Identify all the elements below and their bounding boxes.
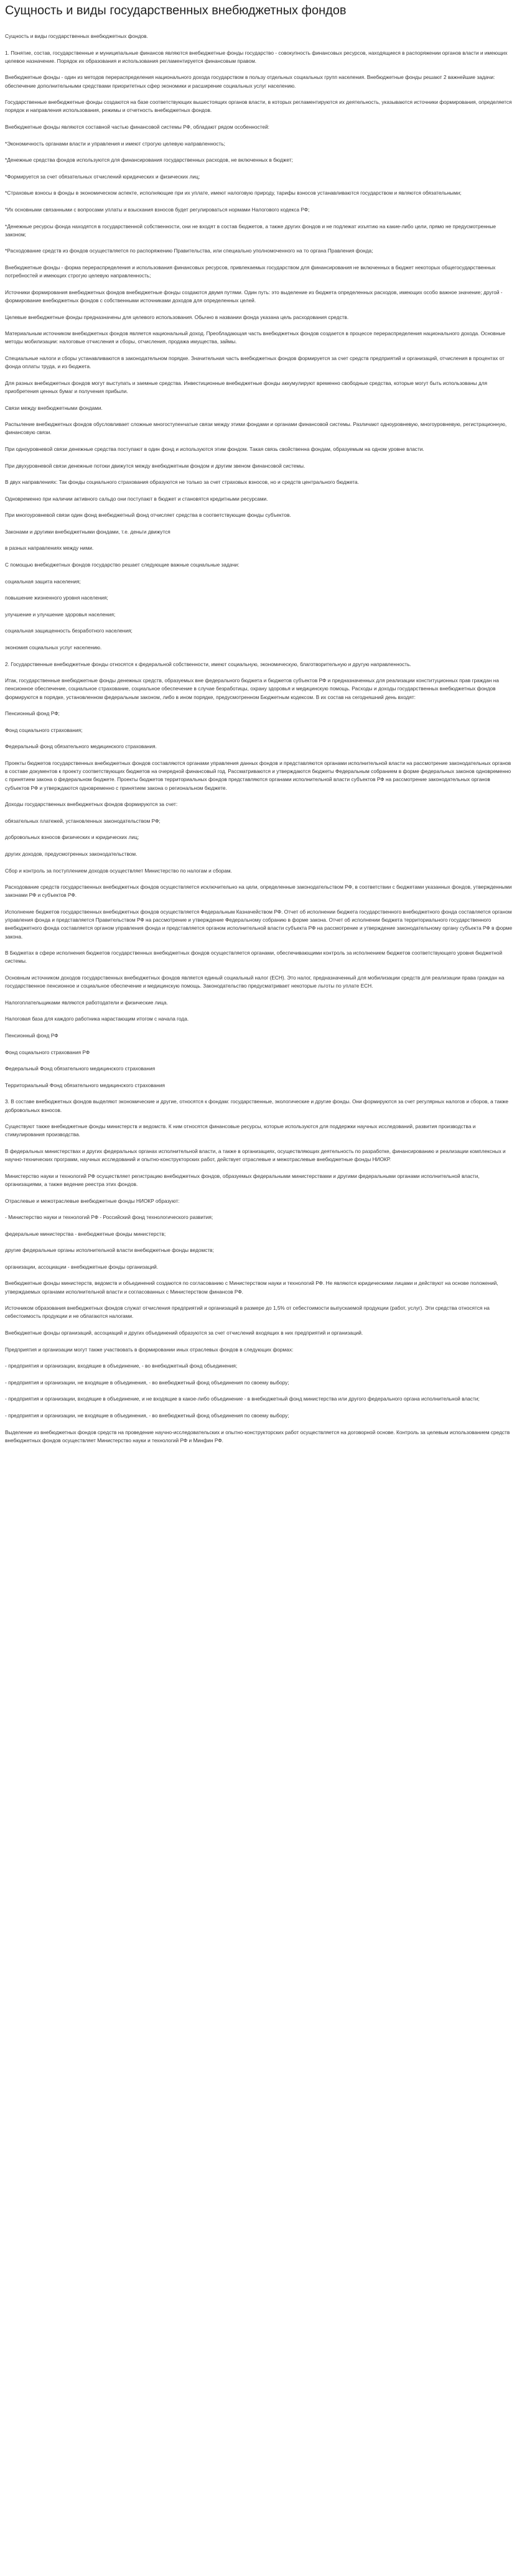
paragraph: - предприятия и организации, входящие в объединение, - во внебюджетный фонд объединения; [5, 1363, 238, 1369]
paragraph: Территориальный Фонд обязательного медицинского страхования [5, 1082, 165, 1088]
paragraph: Пенсионный фонд РФ; [5, 710, 60, 717]
paragraph: Сущность и виды государственных внебюджетных фондов. [5, 33, 148, 39]
paragraph: Законами и другими внебюджетными фондами, т.е. деньги движутся [5, 528, 170, 535]
paragraph: С помощью внебюджетных фондов государство решает следующие важные социальные задачи: [5, 562, 240, 568]
paragraph: Федеральный фонд обязательного медицинского страхования. [5, 743, 157, 750]
paragraph: добровольных взносов физических и юридических лиц; [5, 834, 139, 841]
page-title: Сущность и виды государственных внебюджетных фондов [5, 4, 347, 17]
paragraph: Исполнение бюджетов государственных внебюджетных фондов осуществляется Федеральным Казначейством РФ. Отчет об исполнении бюджета государственного внебюджетного фонда составляется органом управления фонда и представляется Правительством РФ на рассмотрение и утверждение Федеральному собранию в форме закона. Отчет об исполнении бюджета территориального государственного внебюджетного фонда составляется органом управления фонда и представляется органом исполнительной власти субъекта РФ на рассмотрение и утверждение законодательному органу субъекта РФ в форме закона. [5, 908, 513, 940]
paragraph: Пенсионный фонд РФ [5, 1032, 58, 1039]
paragraph: Расходование средств государственных внебюджетных фондов осуществляется исключительно на цели, определенные законодательством РФ, в соответствии с бюджетами указанных фондов, утвержденными законами РФ и субъектов РФ. [5, 884, 512, 899]
paragraph: Источники формирования внебюджетных фондов внебюджетные фонды создаются двумя путями. Один путь: это выделение из бюджета определенных расходов, имеющих особо важное значение; другой - формирование внебюджетных фондов с собственными источниками доходов для определенных целей. [5, 289, 503, 303]
paragraph: *Страховые взносы в фонды в экономическом аспекте, исполняющие при их уплате, имеют налоговую природу, тарифы взносов устанавливаются государством и являются обязательными; [5, 190, 462, 197]
paragraph: Одновременно при наличии активного сальдо они поступают в бюджет и становятся кредитными ресурсами. [5, 495, 268, 502]
paragraph: Проекты бюджетов государственных внебюджетных фондов составляются органами управления данных фондов и представляются органами исполнительной власти на рассмотрение законодательных органов в составе документов к проекту соответствующих бюджетов на очередной финансовый год. Рассматриваются и утверждаются бюджеты Федеральным собранием в форме федеральных законов одновременно с принятием закона о федеральном бюджете. Проекты бюджетов территориальных фондов представляются органами исполнительной власти субъектов РФ на рассмотрение законодательных органов субъектов РФ и утверждаются одновременно с принятием закона о региональном бюджете. [5, 760, 511, 791]
paragraph: Внебюджетные фонды - форма перераспределения и использования финансовых ресурсов, привлекаемых государством для финансирования не включенных в бюджет некоторых общегосударственных потребностей и имеющих строгую целевую направленность; [5, 264, 496, 279]
paragraph: Целевые внебюджетные фонды предназначены для целевого использования. Обычно в названии фонда указана цель расходования средств. [5, 313, 349, 320]
paragraph: Доходы государственных внебюджетных фондов формируются за счет: [5, 801, 178, 808]
paragraph: В двух направлениях: Так фонды социального страхования образуются не только за счет страховых взносов, но и средств центрального бюджета. [5, 479, 359, 486]
paragraph: в разных направлениях между ними. [5, 545, 94, 552]
paragraph: улучшение и улучшение здоровья населения; [5, 611, 116, 618]
paragraph: экономия социальных услуг населению. [5, 644, 102, 651]
paragraph: 1. Понятие, состав, государственные и муниципальные финансов являются внебюджетные фонды государство - совокупность финансовых ресурсов, находящиеся в распоряжении органов власти и имеющих целевое назначение. Порядок их образования и использования регламентируется финансовым правом. [5, 49, 508, 64]
paragraph: обязательных платежей, установленных законодательством РФ; [5, 817, 161, 824]
paragraph: Фонд социального страхования; [5, 726, 83, 733]
paragraph: При двухуровневой связи денежные потоки движутся между внебюджетным фондом и другим звеном финансовой системы. [5, 462, 305, 469]
paragraph: Выделение из внебюджетных фондов средств на проведение научно-исследовательских и опытно-конструкторских работ осуществляется на договорной основе. Контроль за целевым использованием средств внебюджетных фондов осуществляет Министерство науки и технологий РФ и Минфин РФ. [5, 1429, 510, 1443]
paragraph: *Формируется за счет обязательных отчислений юридических и физических лиц; [5, 173, 200, 180]
paragraph: - Министерство науки и технологий РФ - Российский фонд технологического развития; [5, 1214, 213, 1221]
paragraph: Сбор и контроль за поступлением доходов осуществляет Министерство по налогам и сборам. [5, 867, 232, 874]
paragraph: Итак, государственные внебюджетные фонды денежных средств, образуемых вне федерального бюджета и бюджетов субъектов РФ и предназначенных для реализации конституционных прав граждан на пенсионное обеспечение, социальное страхование, социальное обеспечение в случае безработицы, охрану здоровья и медицинскую помощь. Расходы и доходы государственных внебюджетных фондов формируются в порядке, установленном федеральным законом, либо в ином порядке, предусмотренном Бюджетным кодексом. В их состав на сегодняшний день входят: [5, 677, 499, 700]
paragraph: Налогоплательщиками являются работодатели и физические лица. [5, 999, 168, 1006]
paragraph: федеральные министерства - внебюджетные фонды министерств; [5, 1230, 166, 1237]
paragraph: Отраслевые и межотраслевые внебюджетные фонды НИОКР образуют: [5, 1197, 180, 1204]
paragraph: Внебюджетные фонды - один из методов перераспределения национального дохода государством в пользу отдельных социальных групп населения. Внебюджетные фонды решают 2 важнейшие задачи: обеспечение дополнительными средствами приоритетных сфер экономики и расширение социальных услуг населению. [5, 74, 495, 89]
paragraph: Министерство науки и технологий РФ осуществляет регистрацию внебюджетных фондов, образуемых федеральными министерствами и другими федеральными органами исполнительной власти, организациями, а также ведение реестра этих фондов. [5, 1172, 480, 1187]
paragraph: Налоговая база для каждого работника нарастающим итогом с начала года. [5, 1016, 189, 1022]
paragraph: Связи между внебюджетными фондами. [5, 404, 103, 411]
paragraph: 2. Государственные внебюджетные фонды относятся к федеральной собственности, имеют социальную, экономическую, благотворительную и другую направленность. [5, 660, 411, 667]
article-body [5, 32, 514, 2570]
paragraph: - предприятия и организации, не входящие в объединения, - во внебюджетный фонд объединения по своему выбору; [5, 1412, 289, 1419]
paragraph: *Их основными связанными с вопросами уплаты и взыскания взносов будет регулироваться нормами Налогового кодекса РФ; [5, 206, 310, 213]
paragraph: организации, ассоциации - внебюджетные фонды организаций. [5, 1263, 159, 1270]
paragraph: Распыление внебюджетных фондов обусловливает сложные многоступенчатые связи между этими фондами и органами финансовой системы. Различают одноуровневую, многоуровневую, регистрационную, финансовую связи. [5, 421, 507, 436]
paragraph: социальная защищенность безработного населения; [5, 628, 133, 634]
paragraph: Для разных внебюджетных фондов могут выступать и заемные средства. Инвестиционные внебюджетные фонды аккумулируют временно свободные средства, которые могут быть использованы для приобретения ценных бумаг и получения прибыли. [5, 379, 488, 394]
paragraph: *Экономичность органами власти и управления и имеют строгую целевую направленность; [5, 140, 225, 147]
paragraph: Источником образования внебюджетных фондов служат отчисления предприятий и организаций в размере до 1,5% от себестоимости выпускаемой продукции (работ, услуг). Эти средства относятся на себестоимость продукции и не облагаются налогами. [5, 1305, 490, 1320]
paragraph: В Бюджетах в сфере исполнения бюджетов государственных внебюджетных фондов осуществляется органами, обеспечивающими контроль за исполнением бюджетов соответствующего уровня бюджетной системы. [5, 950, 503, 965]
paragraph: повышение жизненного уровня населения; [5, 595, 108, 601]
paragraph: При одноуровневой связи денежные средства поступают в один фонд и используются этим фондом. Такая связь свойственна фондам, образуемым на одном уровне власти. [5, 445, 424, 452]
paragraph: *Расходование средств из фондов осуществляется по распоряжению Правительства, или специально уполномоченного на то органа Правления фонда; [5, 248, 373, 254]
paragraph: 3. В составе внебюджетных фондов выделяют экономические и другие, относятся к фондам: государственные, экологические и другие фонды. Они формируются за счет регулярных налогов и сборов, а также добровольных взносов. [5, 1098, 509, 1113]
paragraph: других доходов, предусмотренных законодательством. [5, 850, 138, 857]
paragraph: Внебюджетные фонды являются составной частью финансовой системы РФ, обладают рядом особенностей: [5, 123, 269, 130]
paragraph: социальная защита населения; [5, 578, 81, 585]
paragraph: другие федеральные органы исполнительной власти внебюджетные фонды ведомств; [5, 1247, 214, 1254]
paragraph: *Денежные ресурсы фонда находятся в государственной собственности, они не входят в состав бюджетов, а также других фондов и не подлежат изъятию на какие-либо цели, прямо не предусмотренные законом; [5, 223, 496, 238]
paragraph: Существуют также внебюджетные фонды министерств и ведомств. К ним относятся финансовые ресурсы, которые используются для поддержки научных исследований, развития производства и стимулирования производства. [5, 1123, 476, 1138]
paragraph: - предприятия и организации, входящие в объединение, и не входящие в какое-либо объединение - в внебюджетный фонд министерства или другого федерального органа исполнительной власти; [5, 1396, 480, 1402]
paragraph: - предприятия и организации, не входящие в объединения, - во внебюджетный фонд объединения по своему выбору; [5, 1379, 289, 1386]
paragraph: Государственные внебюджетные фонды создаются на базе соответствующих вышестоящих органов власти, в которых регламентируются их деятельность, указываются источники формирования, определяется порядок и направления использования, режимы и отчетность внебюджетных фондов. [5, 99, 512, 114]
paragraph: Основным источником доходов государственных внебюджетных фондов является единый социальный налог (ЕСН). Это налог, предназначенный для мобилизации средств для реализации права граждан на государственное пенсионное и социальное обеспечение и медицинскую помощь. Законодательство предусматривает некоторые льготы по уплате ЕСН. [5, 974, 505, 989]
paragraph: *Денежные средства фондов используются для финансирования государственных расходов, не включенных в бюджет; [5, 157, 293, 164]
paragraph: Внебюджетные фонды министерств, ведомств и объединений создаются по согласованию с Министерством науки и технологий РФ. Не являются юридическими лицами и действуют на основе положений, утверждаемых органами исполнительной власти и согласованных с Министерством финансов РФ. [5, 1280, 498, 1295]
paragraph: Специальные налоги и сборы устанавливаются в законодательном порядке. Значительная часть внебюджетных фондов формируется за счет средств предприятий и организаций, отчисления в процентах от фонда оплаты труда, и из бюджета. [5, 354, 505, 370]
paragraph: Фонд социального страхования РФ [5, 1049, 90, 1055]
paragraph: Внебюджетные фонды организаций, ассоциаций и других объединений образуются за счет отчислений входящих в них предприятий и организаций. [5, 1330, 363, 1337]
paragraph: Предприятия и организации могут также участвовать в формировании иных отраслевых фондов в следующих формах: [5, 1346, 294, 1353]
paragraph: В федеральных министерствах и других федеральных органах исполнительной власти, а также в организациях, осуществляющих деятельность по разработке, финансированию и реализации комплексных и научно-технических программ, научных исследований и опытно-конструкторских работ, действует отраслевые и межотраслевые внебюджетные фонды НИОКР. [5, 1147, 506, 1163]
paragraph: Федеральный Фонд обязательного медицинского страхования [5, 1065, 156, 1072]
paragraph: При многоуровневой связи один фонд внебюджетный фонд отчисляет средства в соответствующие фонды субъектов. [5, 512, 291, 519]
paragraph: Материальным источником внебюджетных фондов является национальный доход. Преобладающая часть внебюджетных фондов создается в процессе перераспределения национального дохода. Основные методы мобилизации: налоговые отчисления и сборы, отчисления, продажа имущества, займы. [5, 330, 506, 345]
